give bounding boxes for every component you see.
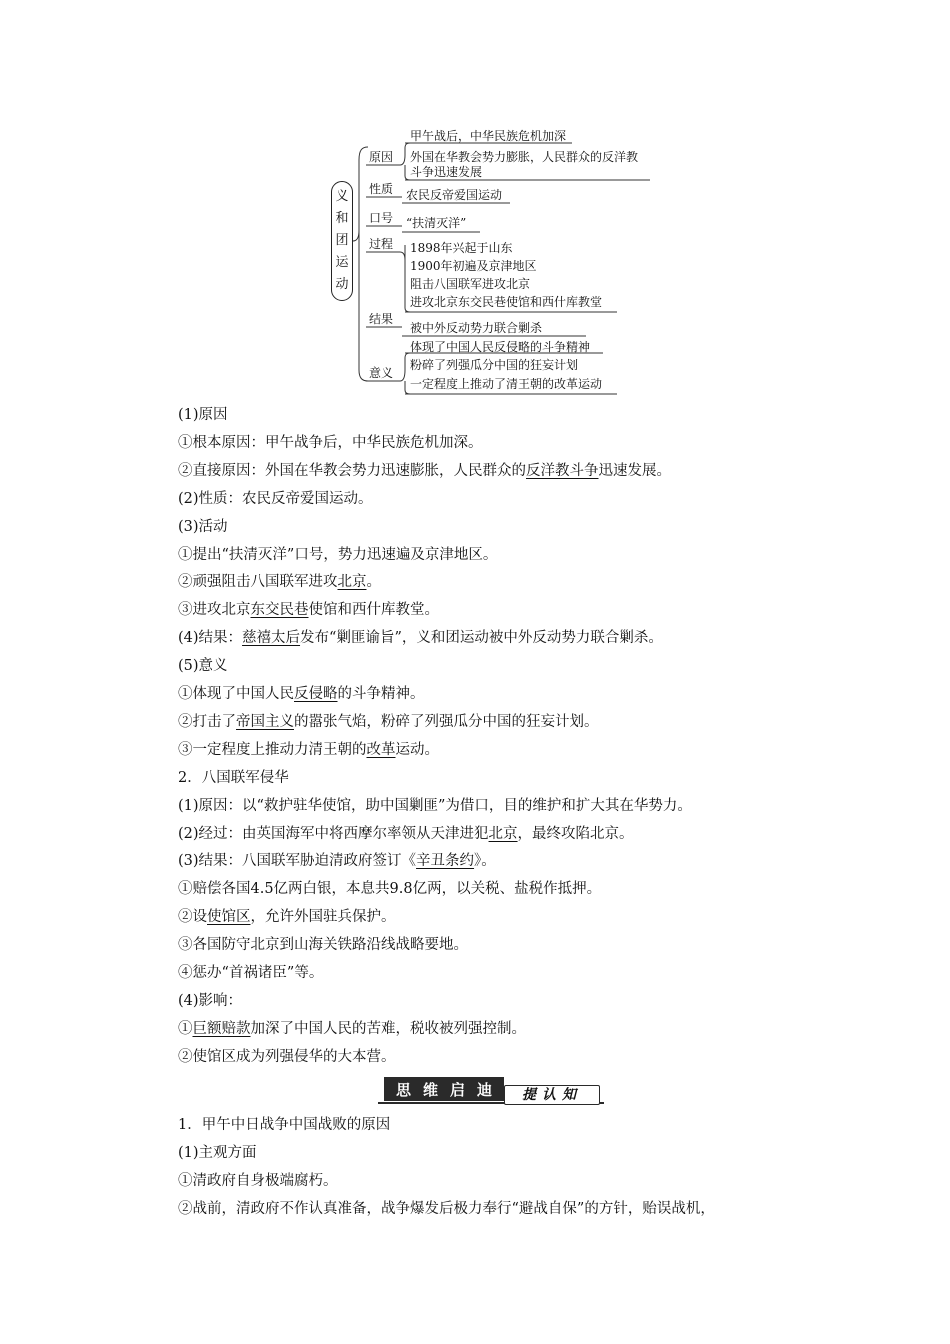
text-segment: 迅速发展。	[598, 462, 671, 479]
text-segment: 运动。	[395, 741, 439, 758]
banner-tag: 提认知	[504, 1085, 600, 1105]
text-segment: (5)意义	[178, 658, 228, 675]
body-line	[178, 489, 373, 509]
body-line	[178, 433, 483, 453]
body-line	[178, 963, 323, 983]
underlined-term: 反侵略	[294, 686, 338, 702]
mm-item-slogan: “扶清灭洋”	[406, 216, 467, 230]
body-line	[178, 824, 634, 844]
text-segment: (3)结果：八国联军胁迫清政府签订《	[178, 853, 417, 870]
mind-map-root	[331, 181, 353, 301]
text-segment: ③一定程度上推动力清王朝的	[178, 741, 367, 758]
text-segment: ，允许外国驻兵保护。	[250, 909, 396, 926]
text-segment: ②战前，清政府不作认真准备，战争爆发后极力奉行“避战自保”的方针，贻误战机，	[178, 1200, 715, 1217]
text-segment: ①赔偿各国4.5亿两白银，本息共9.8亿两，以关税、盐税作抵押。	[178, 881, 602, 898]
text-segment: 的嚣张气焰，粉碎了列强瓜分中国的狂妄计划。	[294, 713, 599, 730]
text-segment: 发布“剿匪谕旨”，义和团运动被中外反动势力联合剿杀。	[300, 630, 663, 647]
text-segment: 。	[366, 574, 381, 591]
text-segment: ④惩办“首祸诸臣”等。	[178, 965, 324, 981]
body-line	[178, 1047, 396, 1067]
text-segment: ②使馆区成为列强侵华的大本营。	[178, 1048, 396, 1065]
mm-item-result: 被中外反动势力联合剿杀	[410, 321, 543, 335]
brace-significance	[400, 353, 410, 394]
body-line	[178, 656, 228, 676]
body-line	[178, 461, 671, 481]
mm-item-significance-3: 一定程度上推动了清王朝的改革运动	[410, 377, 603, 391]
body-line	[178, 851, 496, 871]
text-segment: ①清政府自身极端腐朽。	[178, 1172, 338, 1189]
mm-item-significance-2: 粉碎了列强瓜分中国的狂妄计划	[410, 358, 579, 372]
text-segment: ②设	[178, 909, 207, 926]
text-segment: 》。	[474, 853, 496, 870]
text-segment: 的斗争精神。	[337, 686, 425, 702]
mm-item-significance-1: 体现了中国人民反侵略的斗争精神	[410, 340, 591, 354]
text-segment: ①提出“扶清灭洋”口号，势力迅速遍及京津地区。	[178, 546, 498, 563]
category-slogan: 口号	[369, 211, 394, 225]
brace-cause	[400, 143, 410, 180]
text-segment: ①根本原因：甲午战争后，中华民族危机加深。	[178, 434, 483, 451]
mm-item-nature: 农民反帝爱国运动	[406, 188, 503, 202]
mm-item-cause-1: 甲午战后，中华民族危机加深	[410, 129, 567, 143]
text-segment: ②顽强阻击八国联军进攻	[178, 574, 338, 591]
body-line	[178, 879, 601, 899]
body-line	[178, 991, 242, 1011]
banner-char: 迪	[476, 1080, 492, 1099]
text-segment: ②直接原因：外国在华教会势力迅速膨胀，人民群众的	[178, 462, 526, 479]
text-segment: (2)性质：农民反帝爱国运动。	[178, 490, 373, 507]
underlined-term: 东交民巷	[250, 602, 309, 619]
category-cause: 原因	[369, 150, 394, 164]
underlined-term: 反洋教斗争	[526, 462, 599, 479]
underlined-term: 使馆区	[207, 909, 251, 926]
text-segment: 使馆和西什库教堂。	[308, 602, 439, 619]
category-result: 结果	[369, 312, 394, 326]
body-line	[178, 628, 663, 648]
text-segment: 加深了中国人民的苦难，税收被列强控制。	[250, 1020, 526, 1037]
underlined-term: 辛丑条约	[416, 853, 475, 870]
mm-item-process-4: 进攻北京东交民巷使馆和西什库教堂	[410, 295, 603, 309]
section-banner	[378, 1075, 604, 1109]
category-process: 过程	[369, 237, 394, 251]
text-segment: (2)经过：由英国海军中将西摩尔率领从天津进犯	[178, 825, 489, 842]
main-brace	[353, 147, 368, 381]
underlined-term: 巨额赔款	[192, 1020, 251, 1037]
underlined-term: 北京	[488, 825, 518, 842]
body-line	[178, 796, 692, 816]
body-line	[178, 600, 439, 620]
body-line	[178, 684, 425, 704]
mm-item-process-2: 1900年初遍及京津地区	[410, 259, 537, 273]
body-line	[178, 1019, 526, 1039]
text-segment: (4)影响：	[178, 992, 243, 1009]
text-segment: ，最终攻陷北京。	[517, 825, 634, 842]
category-nature: 性质	[369, 182, 394, 196]
body-line	[178, 405, 228, 425]
category-significance: 意义	[369, 366, 394, 380]
banner-char: 启	[449, 1080, 465, 1099]
brace-process	[400, 245, 410, 312]
underlined-term: 北京	[337, 574, 367, 591]
text-segment: ①	[178, 1020, 193, 1037]
mm-item-cause-3: 斗争迅速发展	[410, 165, 483, 179]
mm-item-process-1: 1898年兴起于山东	[410, 241, 513, 255]
text-segment: ③进攻北京	[178, 602, 251, 619]
body-line	[178, 768, 289, 788]
body-line	[178, 935, 468, 955]
body-line	[178, 572, 381, 592]
after-line	[178, 1171, 338, 1191]
underlined-term: 帝国主义	[236, 713, 294, 730]
body-line	[178, 517, 228, 537]
body-line	[178, 545, 497, 565]
text-segment: ③各国防守北京到山海关铁路沿线战略要地。	[178, 937, 468, 954]
banner-char: 维	[422, 1080, 438, 1099]
mind-map	[0, 0, 950, 400]
text-segment: 2．八国联军侵华	[178, 769, 289, 786]
text-segment: (4)结果：	[178, 630, 243, 647]
body-line	[178, 712, 599, 732]
mm-item-process-3: 阻击八国联军进攻北京	[410, 277, 531, 291]
body-line	[178, 740, 439, 760]
after-line	[178, 1115, 390, 1135]
text-segment: ①体现了中国人民	[178, 686, 294, 702]
body-line	[178, 907, 396, 927]
text-segment: ②打击了	[178, 713, 236, 730]
banner-char: 思	[395, 1080, 411, 1099]
after-line	[178, 1199, 715, 1219]
underlined-term: 改革	[366, 741, 396, 758]
text-segment: (1)原因	[178, 407, 228, 423]
text-segment: (1)原因：以“救护驻华使馆，助中国剿匪”为借口，目的维护和扩大其在华势力。	[178, 797, 692, 814]
text-segment: (1)主观方面	[178, 1144, 257, 1161]
underlined-term: 慈禧太后	[242, 630, 301, 647]
text-segment: (3)活动	[178, 518, 228, 535]
text-segment: 1．甲午中日战争中国战败的原因	[178, 1117, 391, 1133]
mind-map-root-label: 义和团运动	[335, 189, 349, 292]
banner-title-block	[384, 1077, 504, 1101]
after-line	[178, 1143, 257, 1163]
mm-item-cause-2: 外国在华教会势力膨胀，人民群众的反洋教	[410, 150, 639, 164]
